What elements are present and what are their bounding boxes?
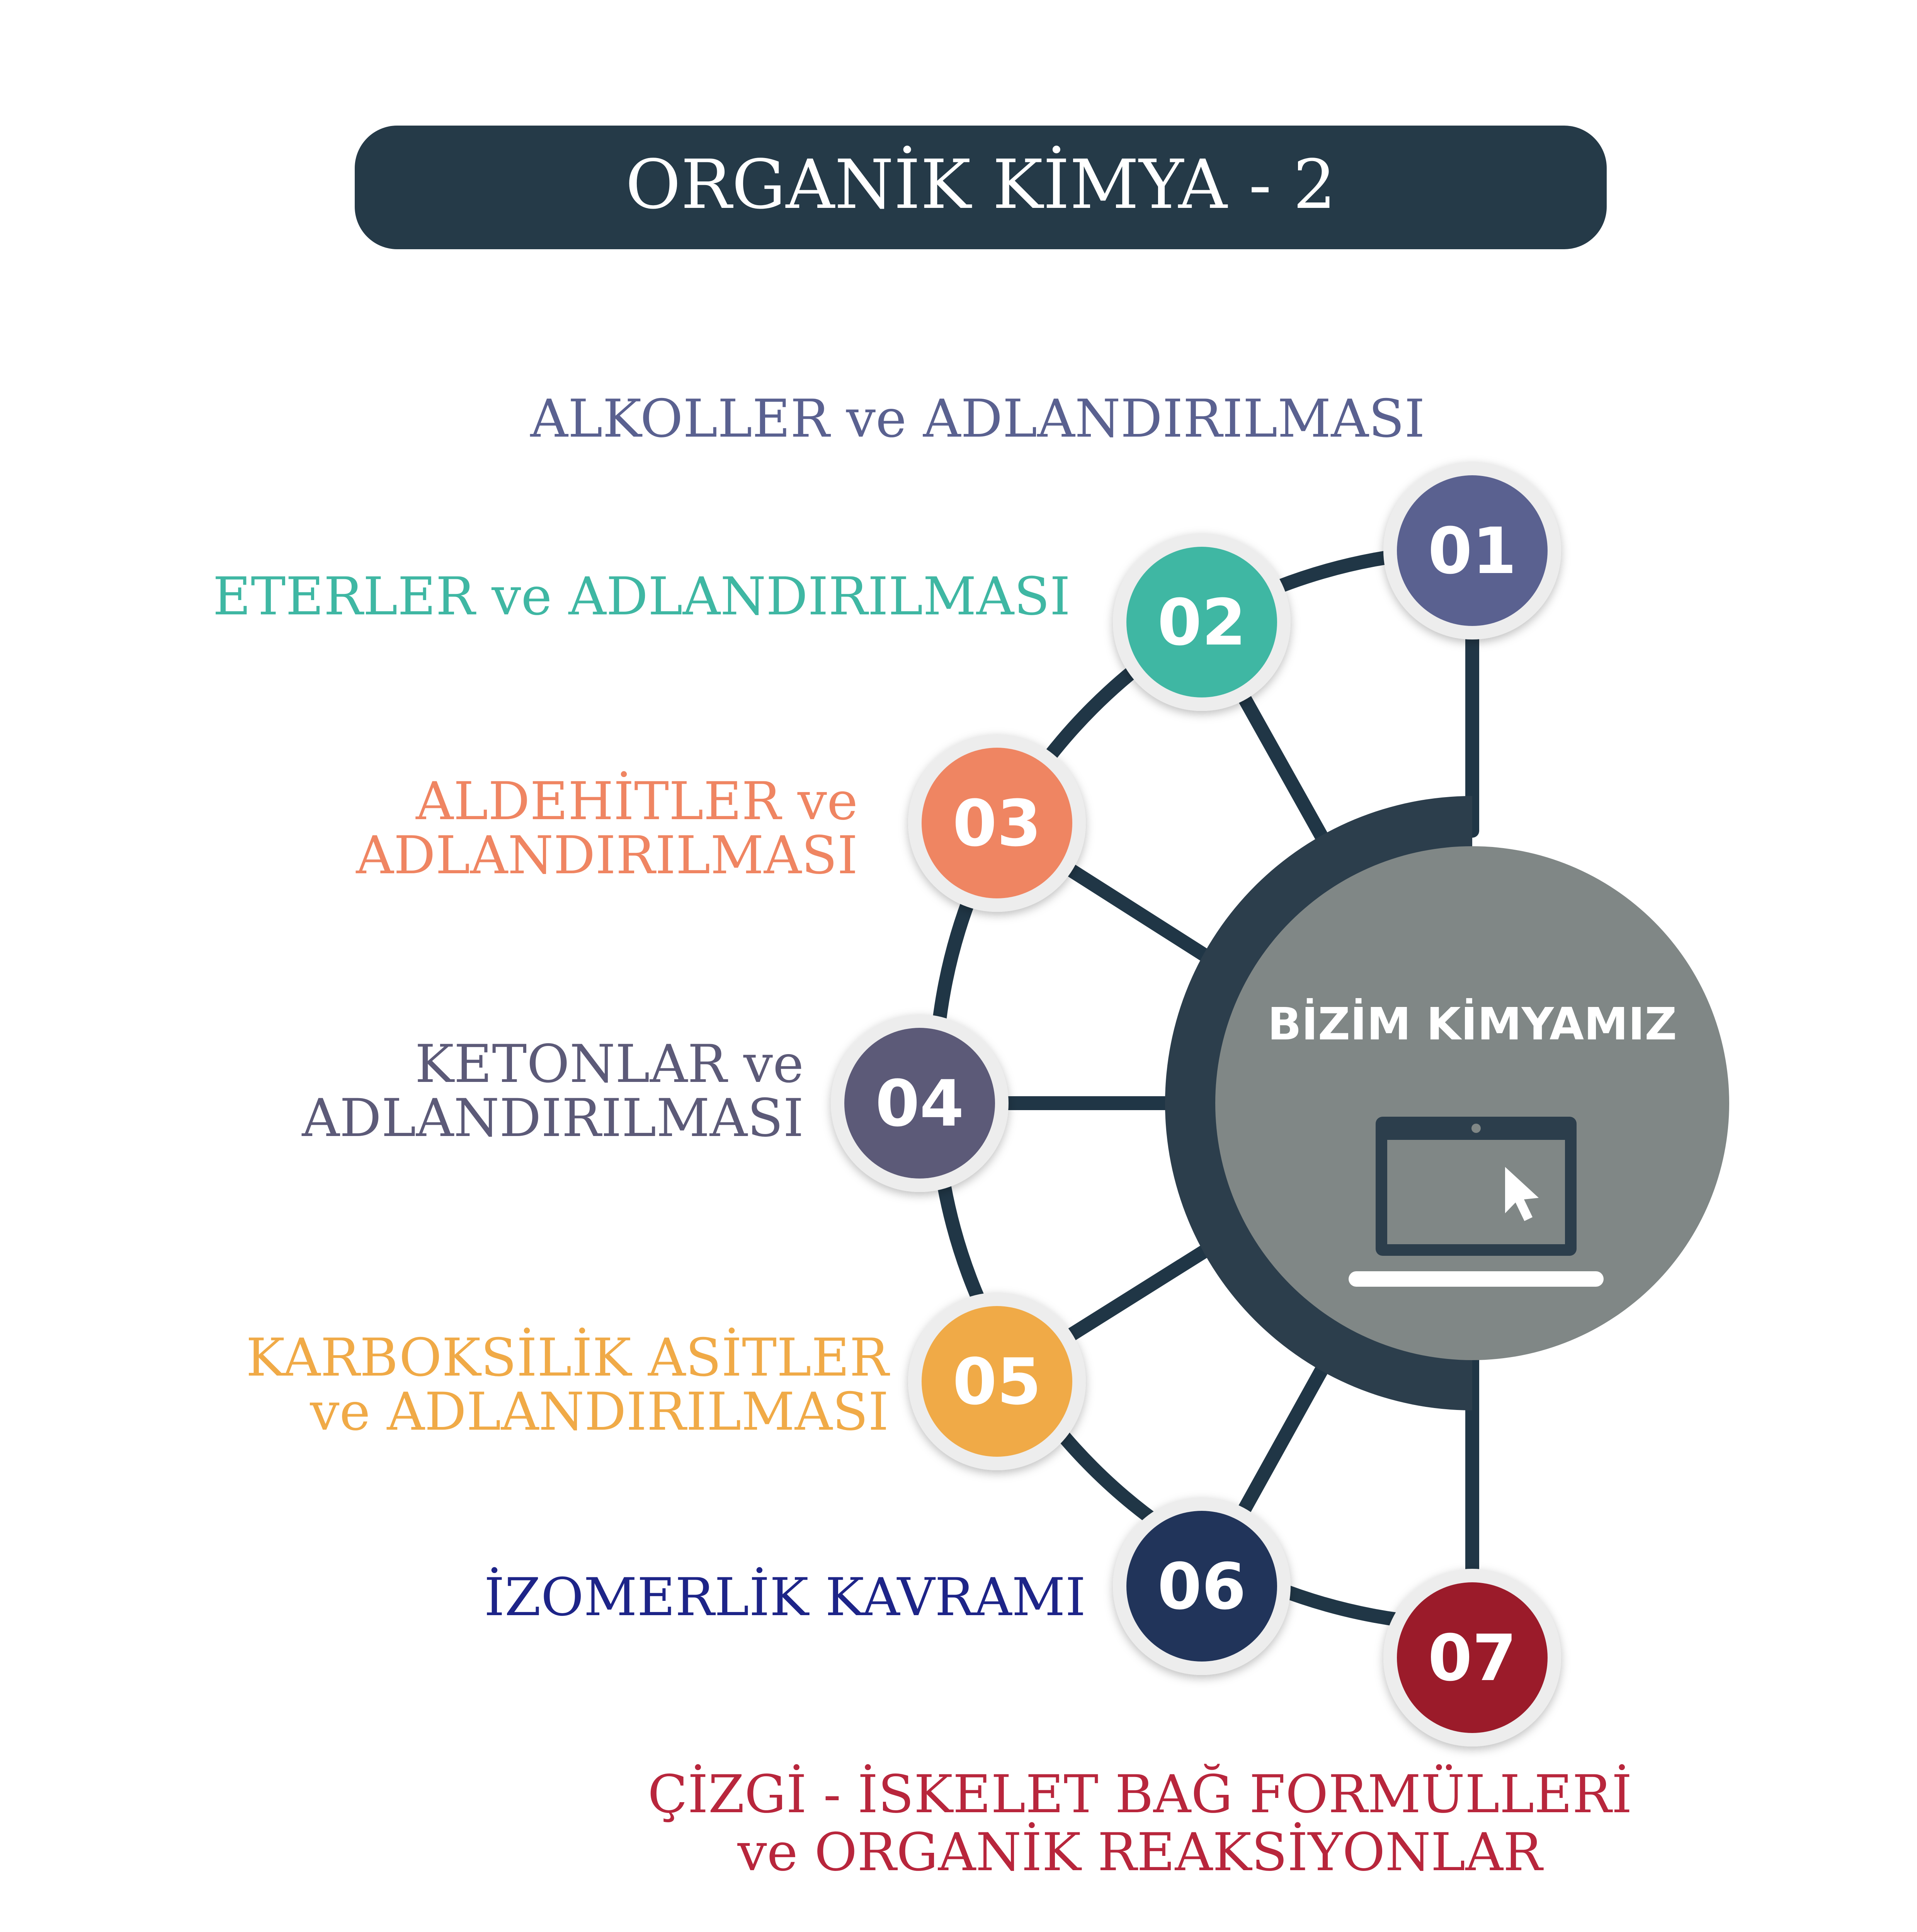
topic-label-01 (530, 388, 1425, 449)
topic-node-01 (1383, 462, 1561, 639)
topic-label-line: ve ADLANDIRILMASI (310, 1381, 889, 1442)
topic-label-line: ADLANDIRILMASI (302, 1088, 804, 1148)
topic-node-05 (908, 1293, 1086, 1470)
topic-label-07 (648, 1764, 1632, 1883)
topic-label-line: ALDEHİTLER ve (416, 771, 858, 832)
topic-node-03 (908, 734, 1086, 912)
topic-label-02 (213, 566, 1070, 627)
topic-label-line: ADLANDIRILMASI (356, 825, 858, 886)
topic-label-03 (356, 771, 858, 886)
hub-label: BİZİM KİMYAMIZ (1267, 998, 1677, 1050)
topic-label-line: ALKOLLER ve ADLANDIRILMASI (530, 388, 1425, 449)
topic-label-line: ÇİZGİ - İSKELET BAĞ FORMÜLLERİ (648, 1764, 1632, 1825)
title-banner (355, 126, 1607, 249)
node-number: 07 (1428, 1621, 1517, 1695)
topic-label-line: KETONLAR ve (415, 1034, 804, 1094)
topic-node-06 (1113, 1497, 1291, 1675)
topic-node-07 (1383, 1569, 1561, 1747)
node-number: 04 (875, 1066, 964, 1141)
topic-label-line: ve ORGANİK REAKSİYONLAR (737, 1822, 1543, 1883)
node-number: 06 (1157, 1549, 1246, 1624)
node-number: 01 (1428, 514, 1517, 588)
topic-label-line: ETERLER ve ADLANDIRILMASI (213, 566, 1070, 627)
node-number: 05 (953, 1345, 1041, 1419)
topic-label-line: KARBOKSİLİK ASİTLER (246, 1327, 889, 1388)
topic-node-02 (1113, 533, 1291, 711)
page-title: ORGANİK KİMYA - 2 (625, 146, 1336, 224)
topic-label-04 (301, 1034, 804, 1148)
node-number: 03 (953, 786, 1041, 861)
topic-label-06 (484, 1567, 1086, 1628)
topic-label-line: İZOMERLİK KAVRAMI (484, 1567, 1086, 1628)
node-number: 02 (1157, 585, 1246, 660)
topic-label-05 (246, 1327, 890, 1442)
topic-node-04 (831, 1014, 1009, 1192)
hub (1165, 796, 1729, 1410)
